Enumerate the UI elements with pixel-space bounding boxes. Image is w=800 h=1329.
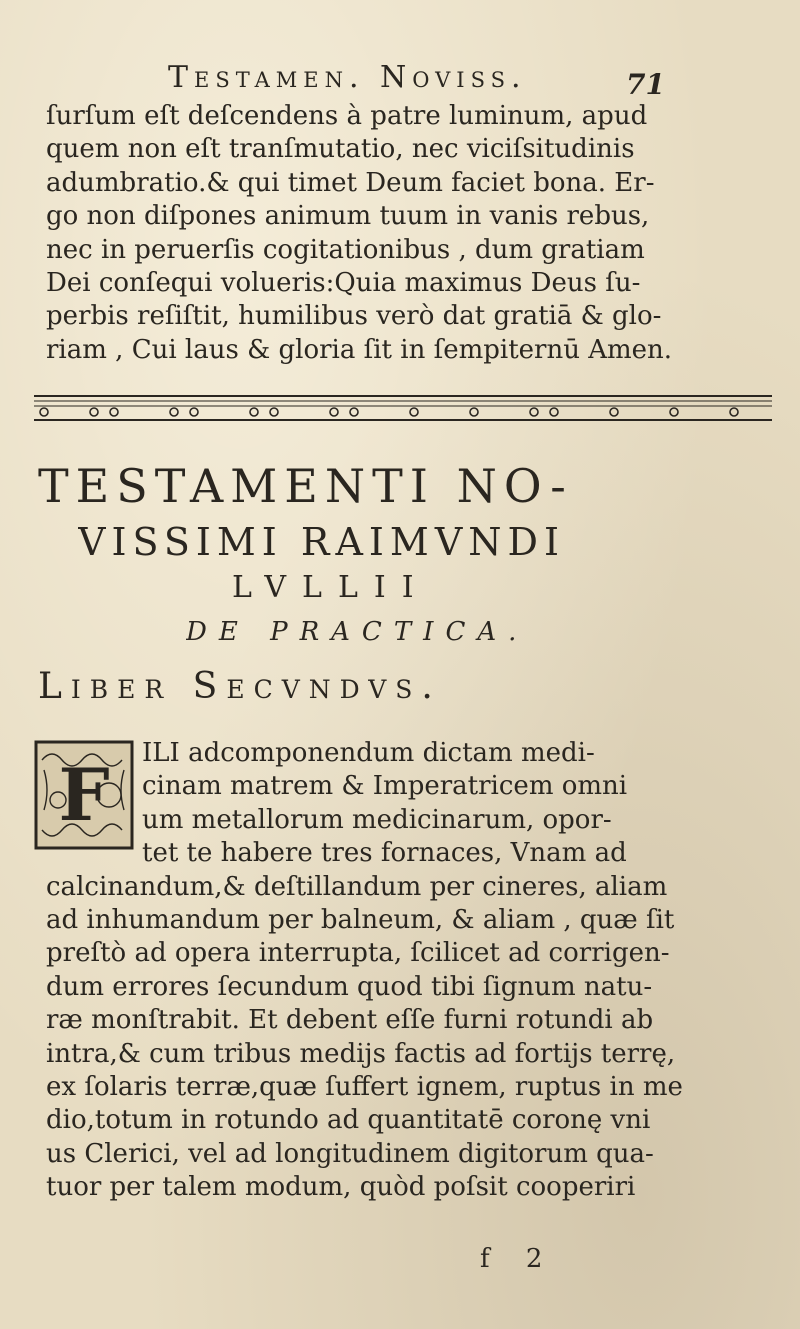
text-line: perbis reſiſtit, humilibus verò dat gratiā & glo- — [46, 301, 662, 332]
text-line: tuor per talem modum, quòd poſsit cooperiri — [46, 1172, 636, 1203]
title-line-1: TESTAMENTI NO- — [38, 459, 573, 513]
page-header — [0, 60, 800, 100]
page-number: 71 — [626, 68, 665, 101]
title-author: LVLLII — [232, 570, 430, 605]
chapter-text — [46, 737, 766, 1204]
text-line: riam , Cui laus & gloria ſit in ſempiternū Amen. — [46, 334, 673, 365]
text-line: intra,& cum tribus medijs factis ad fortijs terrę, — [46, 1038, 676, 1069]
ornamental-border — [34, 390, 772, 424]
text-line: ex ſolaris terræ,quæ ſuffert ignem, ruptus in me — [46, 1071, 683, 1102]
text-line: quem non eſt tranſmutatio, nec viciſsitudinis — [46, 134, 635, 165]
text-line: ILI adcomponendum dictam medi- — [142, 738, 595, 768]
text-line: nec in peruerſis cogitationibus , dum gratiam — [46, 234, 645, 265]
text-line: ad inhumandum per balneum, & aliam , quæ ſit — [46, 904, 675, 935]
running-head: Testamen. Noviss. — [168, 60, 527, 95]
title-subject: DE PRACTICA. — [186, 617, 529, 647]
text-line: cinam matrem & Imperatricem omni — [142, 771, 628, 802]
text-line: adumbratio.& qui timet Deum faciet bona. Er- — [46, 167, 655, 198]
signature-mark: f 2 — [480, 1244, 557, 1274]
text-line: Dei conſequi volueris:Quia maximus Deus ſu- — [46, 267, 641, 298]
initial-letter: F — [58, 752, 110, 837]
text-line: um metallorum medicinarum, opor- — [142, 804, 612, 835]
title-line-2: VISSIMI RAIMVNDI — [78, 520, 566, 564]
text-line: us Clerici, vel ad longitudinem digitorum qua- — [46, 1138, 654, 1169]
book-number: Liber Secvndvs. — [38, 666, 442, 707]
text-line: preſtò ad opera interrupta, ſcilicet ad corrigen- — [46, 938, 670, 969]
text-line: ſurſum eſt deſcendens à patre luminum, apud — [46, 101, 648, 131]
text-line: dio,totum in rotundo ad quantitatē coronę vni — [46, 1105, 651, 1136]
text-line: tet te habere tres fornaces, Vnam ad — [142, 838, 627, 869]
text-line: calcinandum,& deſtillandum per cineres, aliam — [46, 871, 668, 902]
text-line: ræ monſtrabit. Et debent eſſe furni rotundi ab — [46, 1005, 654, 1036]
continued-text — [46, 100, 766, 367]
text-line: dum errores ſecundum quod tibi ſignum natu- — [46, 971, 653, 1002]
text-line: go non diſpones animum tuum in vanis rebus, — [46, 201, 650, 232]
